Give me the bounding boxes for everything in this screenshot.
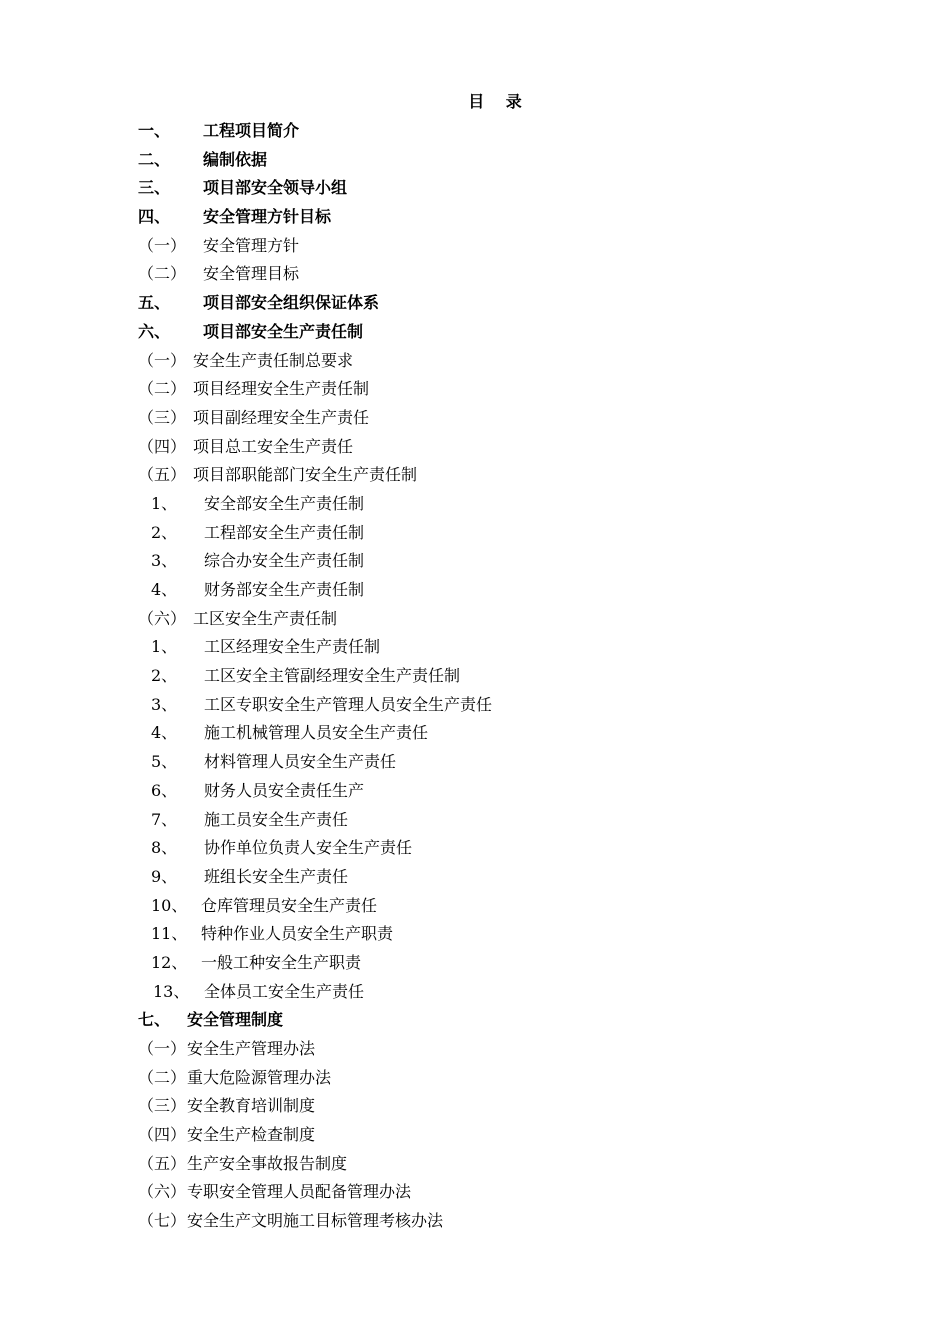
toc-entry xyxy=(0,1150,950,1179)
toc-entry-number: （五） xyxy=(138,465,187,485)
toc-entry-number: （二） xyxy=(138,1067,187,1087)
toc-entry-number: 8、 xyxy=(151,838,178,858)
toc-entry-number: （四） xyxy=(138,436,187,456)
toc-entry-text: 安全管理制度 xyxy=(187,1010,284,1030)
toc-entry-number: （四） xyxy=(138,1125,187,1145)
toc-entry xyxy=(0,433,950,462)
toc-entry-text: 项目总工安全生产责任 xyxy=(193,436,354,456)
toc-entry-number: （一） xyxy=(138,235,187,255)
toc-entry-number: （三） xyxy=(138,407,187,427)
toc-entry xyxy=(0,547,950,576)
toc-entry-text: 项目部职能部门安全生产责任制 xyxy=(193,465,418,485)
toc-entry xyxy=(0,806,950,835)
toc-entry xyxy=(0,1207,950,1236)
toc-entry xyxy=(0,633,950,662)
toc-entry xyxy=(0,777,950,806)
toc-entry-number: 2、 xyxy=(151,666,178,686)
toc-entry xyxy=(0,490,950,519)
toc-entry-text: 综合办安全生产责任制 xyxy=(204,551,365,571)
toc-entry-number: 一、 xyxy=(138,121,171,140)
toc-entry xyxy=(0,834,950,863)
toc-entry-number: 四、 xyxy=(138,207,171,227)
toc-entry xyxy=(0,662,950,691)
toc-entry xyxy=(0,1092,950,1121)
toc-entry-text: 重大危险源管理办法 xyxy=(187,1067,332,1087)
toc-entry-text: 班组长安全生产责任 xyxy=(204,866,349,886)
toc-entry-number: 七、 xyxy=(138,1010,171,1030)
toc-entry-number: 3、 xyxy=(151,694,178,714)
toc-entry-number: 5、 xyxy=(151,752,178,772)
toc-entry-text: 安全生产管理办法 xyxy=(187,1039,316,1058)
toc-entry-text: 全体员工安全生产责任 xyxy=(204,981,365,1001)
toc-entry-text: 项目副经理安全生产责任 xyxy=(193,407,370,427)
toc-entry xyxy=(0,920,950,949)
toc-entry xyxy=(0,863,950,892)
toc-entry-text: 专职安全管理人员配备管理办法 xyxy=(187,1182,412,1202)
toc-entry-text: 项目部安全领导小组 xyxy=(203,178,348,198)
toc-entry xyxy=(0,576,950,605)
toc-entry-number: （二） xyxy=(138,264,187,284)
toc-entry xyxy=(0,232,950,261)
toc-entry-text: 材料管理人员安全生产责任 xyxy=(204,752,397,772)
toc-entry-number: 11、 xyxy=(151,924,188,944)
toc-entry-text: 项目经理安全生产责任制 xyxy=(193,379,370,399)
toc-entry-text: 项目部安全生产责任制 xyxy=(203,321,364,341)
toc-entry-number: 三、 xyxy=(138,178,171,198)
toc-entry xyxy=(0,691,950,720)
toc-entry xyxy=(0,892,950,921)
toc-entry-number: （三） xyxy=(138,1096,187,1116)
toc-title: 目 录 xyxy=(468,92,530,111)
toc-entry xyxy=(0,748,950,777)
toc-entry-number: 7、 xyxy=(151,809,178,829)
toc-entry-number: 4、 xyxy=(151,723,178,743)
toc-entry-number: （六） xyxy=(138,608,187,628)
toc-entry xyxy=(0,375,950,404)
toc-entry-text: 安全生产文明施工目标管理考核办法 xyxy=(187,1211,444,1231)
toc-entry-text: 工程部安全生产责任制 xyxy=(204,522,365,542)
toc-entry-text: 安全部安全生产责任制 xyxy=(204,493,365,513)
toc-entry-text: 工区经理安全生产责任制 xyxy=(204,637,381,657)
toc-entry xyxy=(0,1064,950,1093)
toc-entry xyxy=(0,260,950,289)
toc-entry xyxy=(0,1178,950,1207)
toc-entry-number: （二） xyxy=(138,379,187,399)
toc-entry-number: 五、 xyxy=(138,293,171,313)
toc-entry-number: 13、 xyxy=(153,981,190,1001)
toc-entry-text: 施工机械管理人员安全生产责任 xyxy=(204,723,429,743)
toc-entry-text: 项目部安全组织保证体系 xyxy=(203,293,380,313)
toc-entry-number: 1、 xyxy=(151,493,178,513)
toc-entry-text: 施工员安全生产责任 xyxy=(204,809,349,829)
toc-entry xyxy=(0,949,950,978)
toc-entry-number: 六、 xyxy=(138,321,171,341)
toc-entry-number: （一） xyxy=(138,350,187,370)
toc-entry xyxy=(0,404,950,433)
toc-entry-text: 协作单位负责人安全生产责任 xyxy=(204,838,413,858)
toc-entry-text: 安全管理方针目标 xyxy=(203,207,332,227)
toc-entry-number: （六） xyxy=(138,1182,187,1202)
toc-entry-text: 工区安全生产责任制 xyxy=(193,608,338,628)
toc-entry xyxy=(0,1035,950,1064)
toc-entry xyxy=(0,719,950,748)
toc-entry-text: 特种作业人员安全生产职责 xyxy=(201,924,394,944)
toc-entry xyxy=(0,519,950,548)
toc-entry-text: 安全生产检查制度 xyxy=(187,1125,316,1145)
toc-entry-text: 一般工种安全生产职责 xyxy=(201,952,362,972)
toc-entry-text: 生产安全事故报告制度 xyxy=(187,1153,348,1173)
toc-entry-text: 安全管理目标 xyxy=(203,264,300,284)
toc-entry xyxy=(0,461,950,490)
toc-entry xyxy=(0,978,950,1007)
toc-entry-number: （一） xyxy=(138,1039,187,1058)
toc-entry-number: 9、 xyxy=(151,866,178,886)
toc-entry-text: 财务部安全生产责任制 xyxy=(204,580,365,599)
toc-entry-text: 编制依据 xyxy=(203,149,268,169)
toc-entry xyxy=(0,146,950,175)
toc-entry-text: 安全生产责任制总要求 xyxy=(193,350,354,370)
toc-entry-text: 安全教育培训制度 xyxy=(187,1096,316,1116)
toc-entry-text: 工区专职安全生产管理人员安全生产责任 xyxy=(204,694,493,714)
toc-entry-number: 1、 xyxy=(151,637,178,657)
toc-entry-number: 二、 xyxy=(138,149,171,169)
toc-entry-number: 4、 xyxy=(151,580,178,599)
toc-entry-number: 6、 xyxy=(151,780,178,800)
toc-entry-number: （五） xyxy=(138,1153,187,1173)
toc-entry-text: 安全管理方针 xyxy=(203,235,300,255)
toc-entry-text: 工程项目简介 xyxy=(203,121,300,140)
toc-entry xyxy=(0,203,950,232)
toc-entry xyxy=(0,1121,950,1150)
toc-entry xyxy=(0,347,950,376)
toc-entry xyxy=(0,289,950,318)
toc-entry-text: 仓库管理员安全生产责任 xyxy=(201,895,378,915)
toc-entry-text: 工区安全主管副经理安全生产责任制 xyxy=(204,666,461,686)
toc-entry xyxy=(0,174,950,203)
toc-entry xyxy=(0,117,950,146)
toc-entry-number: 3、 xyxy=(151,551,178,571)
toc-entry xyxy=(0,605,950,634)
toc-entry xyxy=(0,318,950,347)
toc-entry-text: 财务人员安全责任生产 xyxy=(204,780,365,800)
table-of-contents xyxy=(0,117,950,1236)
toc-entry-number: 12、 xyxy=(151,952,188,972)
toc-entry xyxy=(0,1006,950,1035)
toc-entry-number: （七） xyxy=(138,1211,187,1231)
toc-entry-number: 2、 xyxy=(151,522,178,542)
toc-entry-number: 10、 xyxy=(151,895,188,915)
